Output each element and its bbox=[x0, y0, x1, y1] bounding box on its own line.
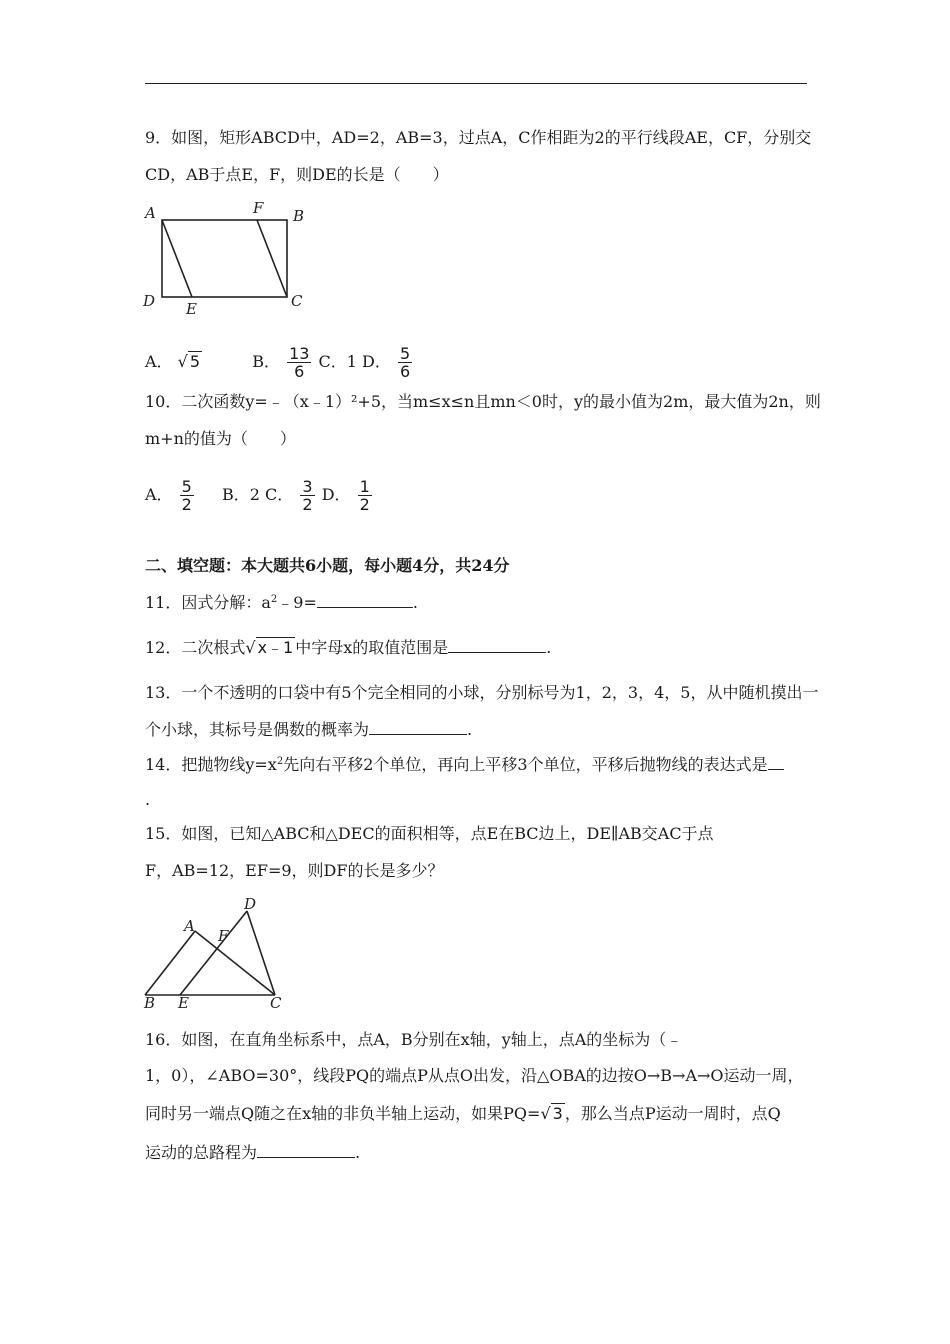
label-d: D bbox=[244, 895, 257, 913]
label-e: E bbox=[178, 994, 189, 1010]
q9-text-line1: 9．如图，矩形ABCD中，AD=2，AB=3，过点A，C作相距为2的平行线段AE，CF，分别交 bbox=[145, 128, 812, 147]
q15-text-line2: F，AB=12，EF=9，则DF的长是多少？ bbox=[145, 861, 444, 880]
rectangle-abcd bbox=[162, 220, 287, 297]
label-c: C bbox=[270, 994, 282, 1010]
label-a: A bbox=[184, 917, 195, 935]
q10-option-d-numerator: 1 bbox=[359, 477, 370, 496]
q14-suffix: 先向右平移2个单位，再向上平移3个单位，平移后抛物线的表达式是 bbox=[283, 755, 768, 774]
q9-option-c-text: C．1 D． bbox=[318, 352, 391, 371]
q10-option-c-denominator: 2 bbox=[302, 495, 313, 514]
q15-text-line1: 15．如图，已知△ABC和△DEC的面积相等，点E在BC边上，DE∥AB交AC于点 bbox=[145, 824, 714, 843]
q10-text-line2: m+n的值为（ ） bbox=[145, 429, 296, 448]
q16-radicand: 3 bbox=[552, 1104, 563, 1123]
segment-ac bbox=[195, 931, 275, 995]
q10-option-d-denominator: 2 bbox=[359, 495, 370, 514]
q10-option-c-fraction bbox=[300, 478, 314, 513]
q9-options bbox=[145, 345, 414, 380]
segment-ae bbox=[162, 220, 192, 297]
q13-text-line2 bbox=[145, 718, 472, 740]
label-b: B bbox=[144, 994, 156, 1010]
q10-options bbox=[145, 478, 374, 513]
q9-option-b-label: B． bbox=[252, 352, 280, 371]
q12-text bbox=[145, 636, 551, 658]
q16-text-line4 bbox=[145, 1141, 360, 1163]
label-f: F bbox=[253, 199, 264, 217]
q11-end: . bbox=[412, 593, 418, 612]
q9-option-a-sqrt: √ 5 bbox=[177, 352, 201, 371]
q9-option-b-numerator: 13 bbox=[289, 344, 310, 363]
q9-rectangle-figure bbox=[140, 198, 315, 320]
q16-line3-prefix: 同时另一端点Q随之在x轴的非负半轴上运动，如果PQ= bbox=[145, 1104, 541, 1123]
q12-sqrt: √ x﹣1 bbox=[245, 638, 294, 657]
q9-option-a-label: A． bbox=[145, 352, 173, 371]
q13-answer-blank[interactable] bbox=[369, 718, 467, 735]
q14-exponent: 2 bbox=[276, 756, 284, 767]
q12-suffix: 中字母x的取值范围是 bbox=[295, 638, 449, 657]
q11-prefix: 11．因式分解：a bbox=[145, 593, 271, 612]
q14-text-line2: . bbox=[145, 790, 151, 809]
header-rule bbox=[145, 83, 807, 84]
q15-triangle-figure bbox=[140, 895, 285, 1010]
q16-line3-suffix: ，那么当点P运动一周时，点Q bbox=[564, 1104, 781, 1123]
q10-option-a-numerator: 5 bbox=[181, 477, 192, 496]
q9-option-b-fraction bbox=[287, 345, 311, 380]
segment-dc bbox=[247, 911, 275, 995]
q14-text-line1 bbox=[145, 753, 784, 775]
q16-sqrt: √ 3 bbox=[540, 1104, 563, 1123]
section-2-heading: 二、填空题：本大题共6小题，每小题4分，共24分 bbox=[145, 556, 510, 575]
q14-prefix: 14．把抛物线y=x bbox=[145, 755, 277, 774]
q10-option-c-numerator: 3 bbox=[302, 477, 313, 496]
q11-exponent: 2 bbox=[270, 594, 278, 605]
q9-option-b-denominator: 6 bbox=[294, 362, 305, 381]
q12-radicand: x﹣1 bbox=[257, 638, 294, 657]
q9-option-a-radicand: 5 bbox=[189, 352, 201, 371]
q13-end: . bbox=[467, 720, 473, 739]
label-b: B bbox=[293, 207, 305, 225]
q9-option-d-fraction bbox=[398, 345, 412, 380]
q16-text-line2: 1，0），∠ABO=30°，线段PQ的端点P从点O出发，沿△OBA的边按O→B→A→O运动一周， bbox=[145, 1066, 804, 1085]
q12-end: . bbox=[546, 638, 552, 657]
label-a: A bbox=[145, 204, 156, 222]
label-f: F bbox=[218, 927, 229, 945]
q9-option-d-denominator: 6 bbox=[399, 362, 411, 381]
q16-text-line3 bbox=[145, 1104, 781, 1124]
q10-text-line1: 10．二次函数y=﹣（x﹣1）²+5，当m≤x≤n且mn＜0时，y的最小值为2m，最大值为2n，则 bbox=[145, 392, 821, 411]
q10-option-a-label: A． bbox=[145, 485, 173, 504]
q10-option-d-fraction bbox=[358, 478, 372, 513]
q9-option-d-numerator: 5 bbox=[399, 344, 411, 363]
q12-answer-blank[interactable] bbox=[448, 636, 546, 653]
q14-answer-blank[interactable] bbox=[768, 753, 784, 770]
q16-end: . bbox=[355, 1143, 361, 1162]
q10-option-d-label: D． bbox=[321, 485, 351, 504]
q16-text-line1: 16．如图，在直角坐标系中，点A，B分别在x轴，y轴上，点A的坐标为（﹣ bbox=[145, 1030, 683, 1049]
q16-line4-text: 运动的总路程为 bbox=[145, 1143, 258, 1162]
q9-text-line2: CD，AB于点E，F，则DE的长是（ ） bbox=[145, 165, 449, 184]
label-e: E bbox=[186, 300, 197, 318]
q10-option-a-fraction bbox=[180, 478, 194, 513]
label-c: C bbox=[291, 292, 303, 310]
q16-answer-blank[interactable] bbox=[257, 1141, 355, 1158]
segment-cf bbox=[257, 220, 287, 297]
q11-suffix: ﹣9= bbox=[277, 593, 317, 612]
q10-option-bc-text: B．2 C． bbox=[222, 485, 294, 504]
q12-prefix: 12．二次根式 bbox=[145, 638, 246, 657]
q13-text-line1: 13．一个不透明的口袋中有5个完全相同的小球，分别标号为1，2，3，4，5，从中随机摸出一 bbox=[145, 683, 819, 702]
q11-text bbox=[145, 591, 418, 613]
q11-answer-blank[interactable] bbox=[317, 591, 413, 608]
label-d: D bbox=[143, 292, 156, 310]
q10-option-a-denominator: 2 bbox=[181, 495, 192, 514]
q13-line2-text: 个小球，其标号是偶数的概率为 bbox=[145, 720, 370, 739]
